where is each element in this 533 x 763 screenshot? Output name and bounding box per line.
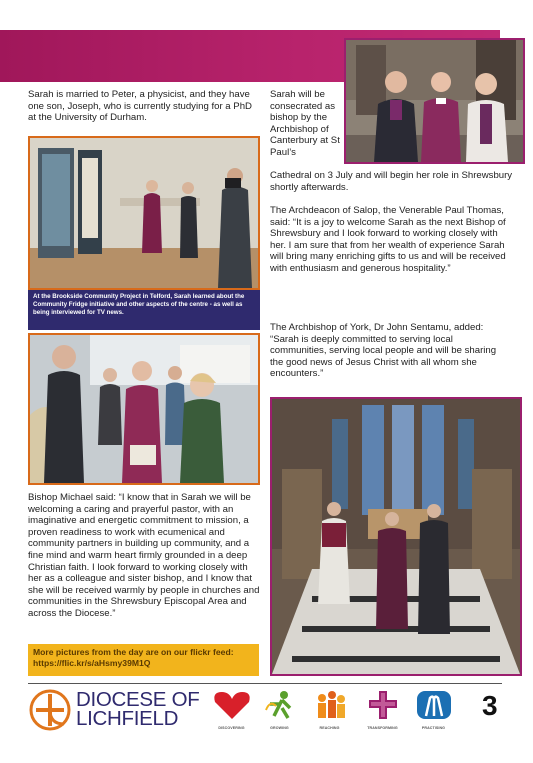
practising-badge: PRACTISING (411, 690, 456, 730)
transforming-badge: TRANSFORMING (360, 690, 405, 730)
right-paragraph-3: The Archbishop of York, Dr John Sentamu, added: “Sarah is deeply committed to serving local communities, serving local people and will be sharing the good news of Jesus Christ with all whom she encounters.” (270, 322, 497, 380)
photo-community-fridge (28, 136, 260, 290)
left-paragraph-2: Bishop Michael said: “I know that in Sarah we will be welcoming a caring and prayerful pastor, with an imaginative and energetic commitment to mission, a proven readiness to work with ecumenical and community partners in building up community, and a fine mind and warm heart firmly grounded in a deep Christian faith. I look forward to working closely with her as a colleague and sister bishop, and I know that she will be received warmly by people in churches and communities in the Shrewsbury Episcopal Area and across the Diocese.” (28, 492, 260, 619)
praying-hands-icon (414, 690, 454, 720)
diocese-cross-icon (28, 688, 72, 732)
discovering-badge: DISCOVERING (209, 690, 254, 730)
page-number: 3 (482, 690, 498, 721)
right-paragraph-2: The Archdeacon of Salop, the Venerable Paul Thomas, said: “It is a joy to welcome Sarah as the next Bishop of Shrewsbury and I look forward to working closely with her. I am sure that from her wealth of experience Sarah will bring many enriching gifts to us and will be received with enthusiasm and generous hospitality.” (270, 205, 506, 274)
flickr-notice (28, 644, 259, 676)
photo-group-meeting (28, 333, 260, 485)
heart-icon (212, 690, 252, 720)
diocese-name: DIOCESE OF LICHFIELD (76, 688, 200, 730)
reaching-badge: REACHING (307, 690, 352, 730)
growing-badge: GROWING (257, 690, 302, 730)
footer-divider (28, 683, 502, 684)
photo-cathedral-interior (270, 397, 522, 676)
photo-caption: At the Brookside Community Project in Telford, Sarah learned about the Community Fridge initiative and other aspects of the centre - as well as being interviewed for TV news. (28, 290, 260, 330)
growing-figure-icon (260, 690, 300, 720)
cross-icon (363, 690, 403, 720)
diocese-logo (28, 690, 208, 730)
reaching-people-icon (310, 690, 350, 720)
flickr-link[interactable]: https://flic.kr/s/aHsmy39M1Q (33, 658, 151, 668)
right-paragraph-1-wide: Cathedral on 3 July and will begin her role in Shrewsbury shortly afterwards. (270, 170, 513, 193)
photo-three-clergy (344, 38, 525, 164)
right-paragraph-1-narrow: Sarah will be consecrated as bishop by the Archbishop of Canterbury at St Paul’s (270, 89, 340, 158)
flickr-text: More pictures from the day are on our flickr feed: (33, 647, 234, 657)
left-paragraph-1: Sarah is married to Peter, a physicist, and they have one son, Joseph, who is currently studying for a PhD at the University of Durham. (28, 89, 252, 124)
